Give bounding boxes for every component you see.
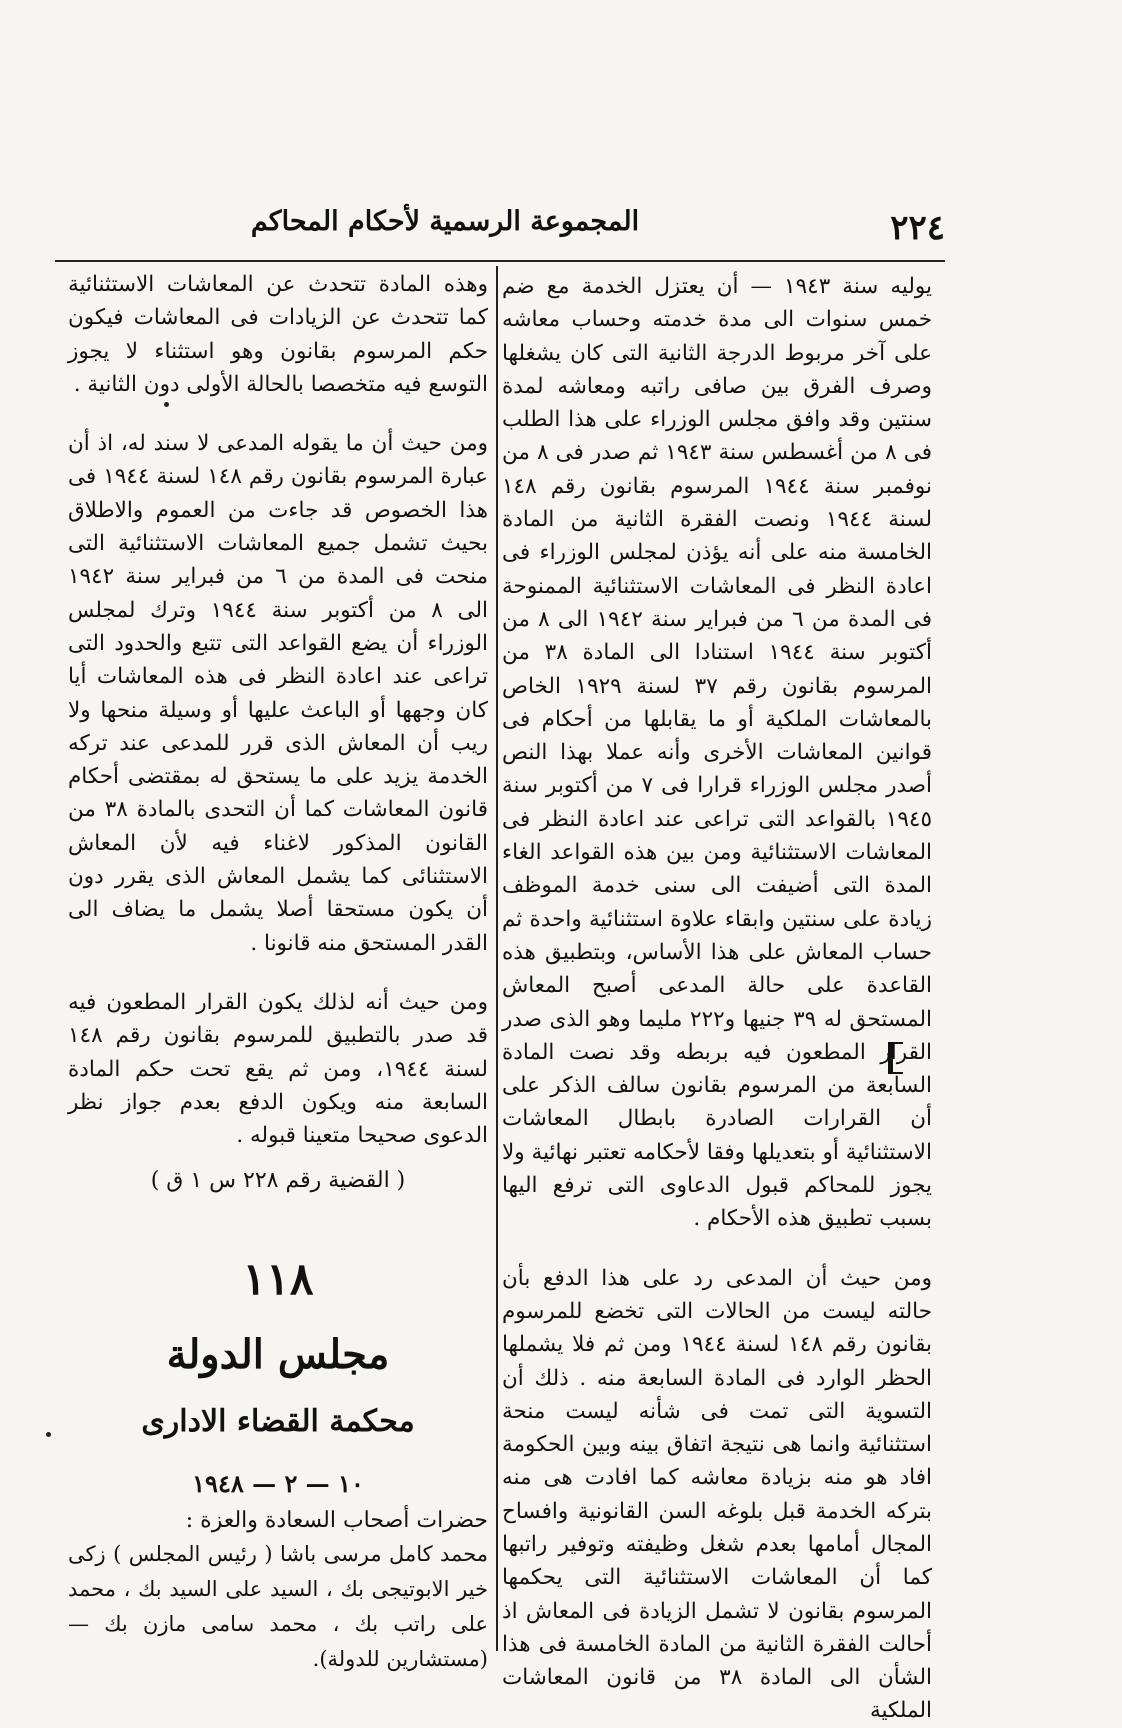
column-divider — [496, 266, 498, 1651]
margin-dot-mark — [164, 402, 169, 407]
right-column — [502, 270, 932, 1728]
left-paragraph-1: وهذه المادة تتحدث عن المعاشات الاستثنائية كما تتحدث عن الزيادات فى المعاشات فيكون حكم المرسوم بقانون وهو استثناء لا يجوز التوسع فيه متخصصا بالحالة الأولى دون الثانية . — [68, 272, 488, 397]
case-reference: ( القضية رقم ٢٢٨ س ١ ق ) — [150, 1168, 406, 1194]
section-number: ١١٨ — [242, 1253, 314, 1305]
court-name: محكمة القضاء الادارى — [141, 1403, 415, 1439]
header-rule — [55, 260, 945, 262]
margin-dot-mark — [46, 1432, 51, 1437]
right-paragraph-2: ومن حيث أن المدعى رد على هذا الدفع بأن حالته ليست من الحالات التى تخضع للمرسوم بقانون رقم ١٤٨ لسنة ١٩٤٤ ومن ثم فلا يشملها الحظر الوارد فى المادة السابعة منه . ذلك أن التسوية التى تمت فى شأنه ليست منحة استثنائية وانما هى نتيجة اتفاق بينه وبين الحكومة افاد هو منه بزيادة معاشه كما افادت هى منه بتركه الخدمة قبل بلوغه السن القانونية وافساح المجال أمامها بعدم شغل وظيفته وتوفير راتبها كما أن المعاشات الاستثنائية التى يحكمها المرسوم بقانون لا تشمل الزيادة فى المعاش اذ أحالت الفقرة الثانية من المادة الخامسة فى هذا الشأن الى المادة ٣٨ من قانون المعاشات الملكية — [502, 1265, 932, 1724]
running-title: المجموعة الرسمية لأحكام المحاكم — [250, 206, 640, 237]
right-paragraph-1: يوليه سنة ١٩٤٣ — أن يعتزل الخدمة مع ضم خمس سنوات الى مدة خدمته وحساب معاشه على آخر مربوط الدرجة الثانية التى كان يشغلها وصرف الفرق بين صافى راتبه ومعاشه لمدة سنتين وقد وافق مجلس الوزراء على هذا الطلب فى ٨ من أغسطس سنة ١٩٤٣ ثم صدر فى ٨ من نوفمبر سنة ١٩٤٤ المرسوم بقانون رقم ١٤٨ لسنة ١٩٤٤ ونصت الفقرة الثانية من المادة الخامسة منه على أنه يؤذن لمجلس الوزراء فى اعادة النظر فى المعاشات الاستثنائية الممنوحة فى المدة من ٦ من فبراير سنة ١٩٤٢ الى ٨ من أكتوبر سنة ١٩٤٤ استنادا الى المادة ٣٨ من المرسوم بقانون رقم ٣٧ لسنة ١٩٢٩ الخاص بالمعاشات الملكية أو ما يقابلها من أحكام فى قوانين المعاشات الأخرى وأنه عملا بهذا النص أصدر مجلس الوزراء قرارا فى ٧ من أكتوبر سنة ١٩٤٥ بالقواعد التى تراعى عند اعادة النظر فى المعاشات الاستثنائية ومن بين هذه القواعد الغاء المدة التى أضيفت الى سنى خدمة الموظف زيادة على سنتين وابقاء علاوة استثنائية واحدة ثم حساب المعاش على هذا الأساس، وبتطبيق هذه القاعدة على حالة المدعى أصبح المعاش المستحق له ٣٩ جنيها و٢٢٢ مليما وهو الذى صدر القرار المطعون فيه بربطه وقد نصت المادة السابعة من المرسوم بقانون سالف الذكر على أن القرارات الصادرة بابطال المعاشات الاستثنائية أو بتعديلها وفقا لأحكامه تعتبر نهائية ولا يجوز للمحاكم قبول الدعاوى التى ترفع اليها بسبب تطبيق هذه الأحكام . — [502, 274, 932, 1232]
left-paragraph-2: ومن حيث أن ما يقوله المدعى لا سند له، اذ أن عبارة المرسوم بقانون رقم ١٤٨ لسنة ١٩٤٤ فى هذا الخصوص قد جاءت من العموم والاطلاق بحيث تشمل جميع المعاشات الاستثنائية التى منحت فى المدة من ٦ من فبراير سنة ١٩٤٢ الى ٨ من أكتوبر سنة ١٩٤٤ وترك لمجلس الوزراء أن يضع القواعد التى تتبع والحدود التى تراعى عند اعادة النظر فى هذه المعاشات أيا كان وجهها أو الباعث عليها أو وسيلة منحها ولا ريب أن المعاش الذى قرر للمدعى عند تركه الخدمة يزيد على ما يستحق له بمقتضى أحكام قانون المعاشات كما أن التحدى بالمادة ٣٨ من القانون المذكور لاغناء فيه لأن المعاش الاستثنائى كما يشمل المعاش الذى يقرر دون أن يكون مستحقا أصلا يشمل ما يضاف الى القدر المستحق منه قانونا . — [68, 431, 489, 956]
members-list: محمد كامل مرسى باشا ( رئيس المجلس ) زكى خير الابوتيجى بك ، السيد على السيد بك ، محمد على راتب بك ، محمد سامى مازن بك — (مستشارين للدولة). — [68, 1542, 488, 1672]
page-number: ٢٢٤ — [890, 208, 945, 248]
left-column — [68, 268, 488, 1677]
judgment-date: ١٠ — ٢ — ١٩٤٨ — [192, 1468, 364, 1498]
left-paragraph-3: ومن حيث أنه لذلك يكون القرار المطعون فيه قد صدر بالتطبيق للمرسوم بقانون رقم ١٤٨ لسنة ١٩٤٤، ومن ثم يقع تحت حكم المادة السابعة منه ويكون الدفع بعدم جواز نظر الدعوى صحيحا متعينا قبوله . — [68, 989, 488, 1149]
page-header — [55, 198, 945, 262]
members-heading: حضرات أصحاب السعادة والعزة : — [185, 1507, 488, 1533]
body-name: مجلس الدولة — [166, 1330, 390, 1378]
margin-bracket-mark — [888, 1042, 903, 1074]
